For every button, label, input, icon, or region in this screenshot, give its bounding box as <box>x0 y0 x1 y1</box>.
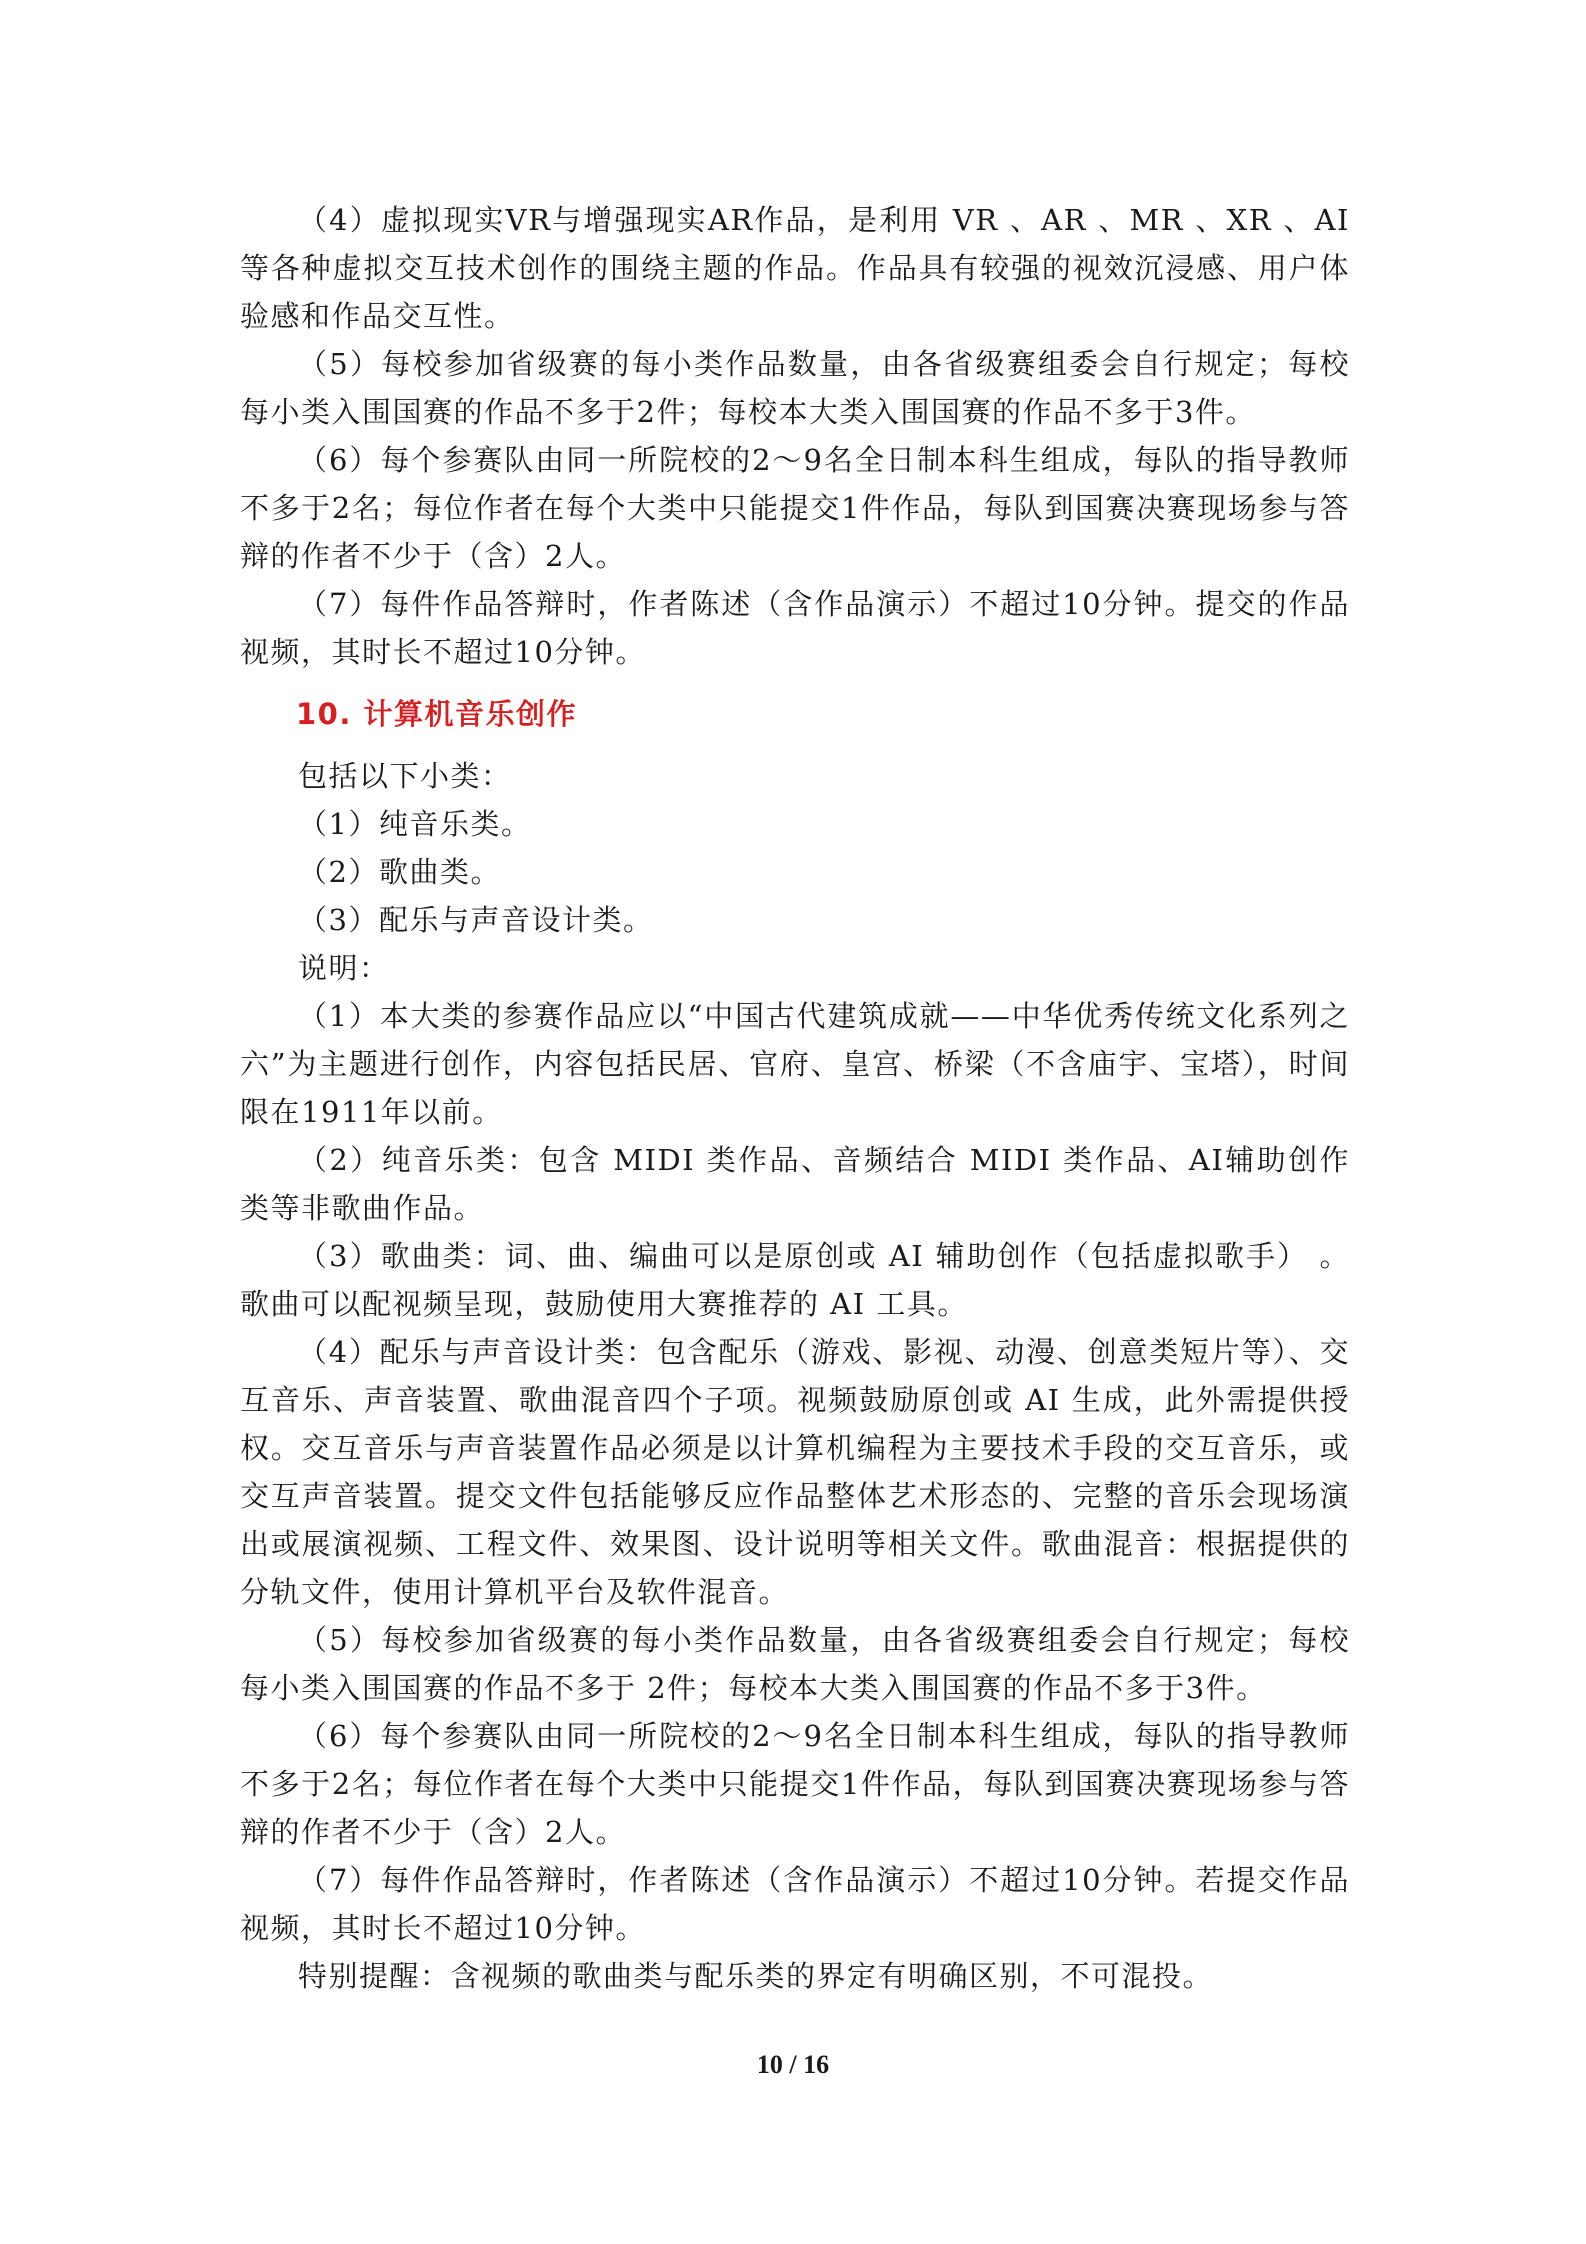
subcategory-item-2: （2）歌曲类。 <box>298 855 501 889</box>
notes-label: 说明： <box>298 951 390 985</box>
note-item-4: （4）配乐与声音设计类：包含配乐（游戏、影视、动漫、创意类短片等）、交互音乐、声音装置、歌曲混音四个子项。视频鼓励原创或 AI 生成，此外需提供授权。交互音乐与声音装置作品必须是以计算机编程为主要技术手段的交互音乐，或交互声音装置。提交文件包括能够反应作品整体艺术形态的、完整的音乐会现场演出或展演视频、工程文件、效果图、设计说明等相关文件。歌曲混音：根据提供的分轨文件，使用计算机平台及软件混音。 <box>240 1335 1350 1609</box>
subcategory-item-1: （1）纯音乐类。 <box>298 807 532 841</box>
paragraph-item-7: （7）每件作品答辩时，作者陈述（含作品演示）不超过10分钟。提交的作品视频，其时长不超过10分钟。 <box>240 587 1350 669</box>
special-reminder: 特别提醒：含视频的歌曲类与配乐类的界定有明确区别，不可混投。 <box>298 1959 1214 1993</box>
page-content <box>240 196 1350 2000</box>
subcategory-item-3: （3）配乐与声音设计类。 <box>298 903 654 937</box>
note-item-5: （5）每校参加省级赛的每小类作品数量，由各省级赛组委会自行规定；每校每小类入围国赛的作品不多于 2件；每校本大类入围国赛的作品不多于3件。 <box>240 1623 1350 1705</box>
note-item-3: （3）歌曲类：词、曲、编曲可以是原创或 AI 辅助创作（包括虚拟歌手） 。歌曲可以配视频呈现，鼓励使用大赛推荐的 AI 工具。 <box>240 1239 1350 1321</box>
note-item-6: （6）每个参赛队由同一所院校的2～9名全日制本科生组成，每队的指导教师不多于2名；每位作者在每个大类中只能提交1件作品，每队到国赛决赛现场参与答辩的作者不少于（含）2人。 <box>240 1719 1350 1849</box>
paragraph-item-5: （5）每校参加省级赛的每小类作品数量，由各省级赛组委会自行规定；每校每小类入围国赛的作品不多于2件；每校本大类入围国赛的作品不多于3件。 <box>240 347 1350 429</box>
section-heading: 10. 计算机音乐创作 <box>296 697 577 731</box>
page-number: 10 / 16 <box>756 2050 830 2079</box>
subcategory-intro: 包括以下小类： <box>298 759 512 793</box>
note-item-1: （1）本大类的参赛作品应以“中国古代建筑成就——中华优秀传统文化系列之六”为主题进行创作，内容包括民居、官府、皇宫、桥梁（不含庙宇、宝塔），时间限在1911年以前。 <box>240 999 1350 1129</box>
paragraph-item-4: （4）虚拟现实VR与增强现实AR作品，是利用 VR 、AR 、MR 、XR 、AI 等各种虚拟交互技术创作的围绕主题的作品。作品具有较强的视效沉浸感、用户体验感和作品交互性。 <box>240 203 1350 333</box>
note-item-7: （7）每件作品答辩时，作者陈述（含作品演示）不超过10分钟。若提交作品视频，其时长不超过10分钟。 <box>240 1863 1350 1945</box>
note-item-2: （2）纯音乐类：包含 MIDI 类作品、音频结合 MIDI 类作品、AI辅助创作类等非歌曲作品。 <box>240 1143 1350 1225</box>
paragraph-item-6: （6）每个参赛队由同一所院校的2～9名全日制本科生组成，每队的指导教师不多于2名；每位作者在每个大类中只能提交1件作品，每队到国赛决赛现场参与答辩的作者不少于（含）2人。 <box>240 443 1350 573</box>
